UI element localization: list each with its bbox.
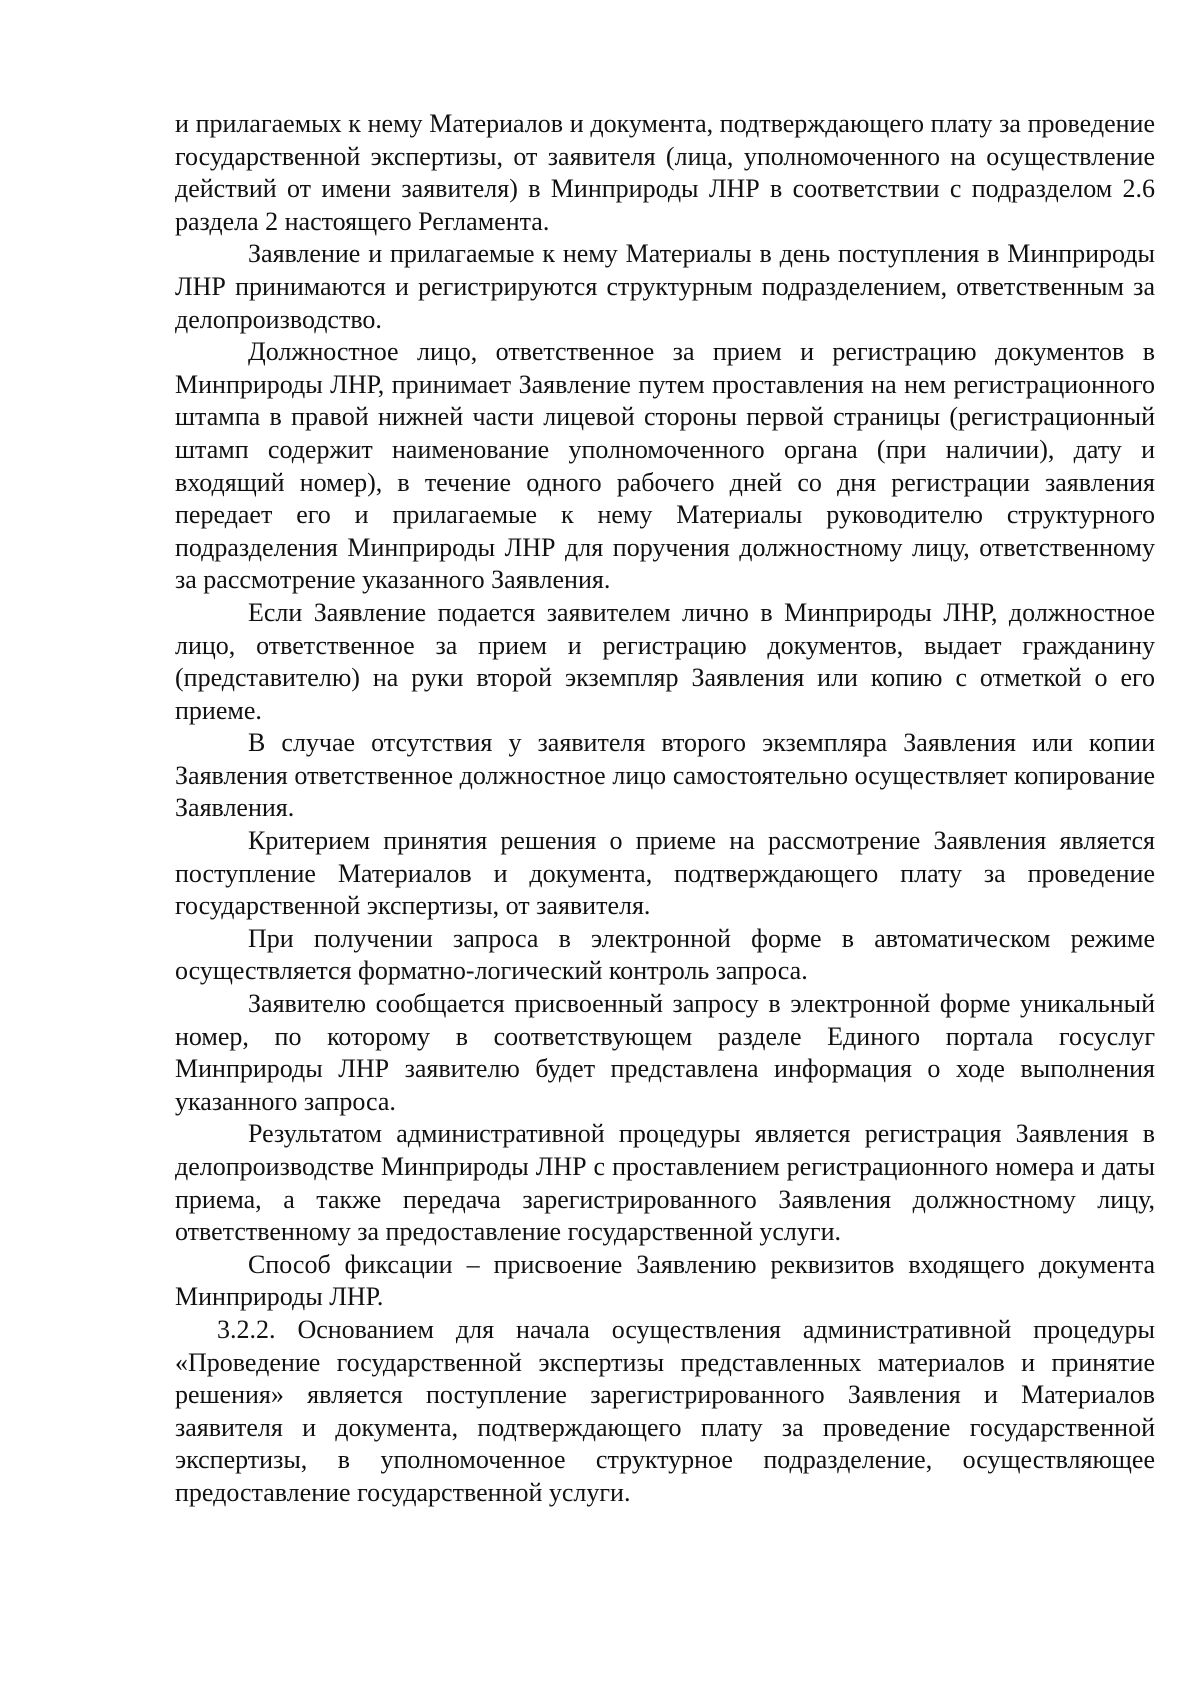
paragraph-section-3-2-2: 3.2.2. Основанием для начала осуществления административной процедуры «Проведение государственной экспертизы представленных материалов и принятие решения» является поступление зарегистрированного Заявления и Материалов заявителя и документа, подтверждающего плату за проведение государственной экспертизы, в уполномоченное структурное подразделение, осуществляющее предоставление государственной услуги.	[175, 1314, 1155, 1507]
paragraph-personal-submission: Если Заявление подается заявителем лично в Минприроды ЛНР, должностное лицо, ответственное за прием и регистрацию документов, выдает гражданину (представителю) на руки второй экземпляр Заявления или копию с отметкой о его приеме.	[175, 597, 1155, 725]
paragraph-electronic-request: При получении запроса в электронной форме в автоматическом режиме осуществляется форматно-логический контроль запроса.	[175, 923, 1155, 986]
paragraph-continuation: и прилагаемых к нему Материалов и документа, подтверждающего плату за проведение государственной экспертизы, от заявителя (лица, уполномоченного на осуществление действий от имени заявителя) в Минприроды ЛНР в соответствии с подразделом 2.6 раздела 2 настоящего Регламента.	[175, 109, 1155, 236]
document-page	[175, 108, 1155, 1510]
paragraph-fixation-method: Способ фиксации – присвоение Заявлению реквизитов входящего документа Минприроды ЛНР.	[175, 1249, 1155, 1312]
paragraph-application-registration: Заявление и прилагаемые к нему Материалы в день поступления в Минприроды ЛНР принимаются и регистрируются структурным подразделением, ответственным за делопроизводство.	[175, 239, 1155, 334]
paragraph-procedure-result: Результатом административной процедуры является регистрация Заявления в делопроизводстве Минприроды ЛНР с проставлением регистрационного номера и даты приема, а также передача зарегистрированного Заявления должностному лицу, ответственному за предоставление государственной услуги.	[175, 1119, 1155, 1247]
paragraph-copy-absence: В случае отсутствия у заявителя второго экземпляра Заявления или копии Заявления ответственное должностное лицо самостоятельно осуществляет копирование Заявления.	[175, 728, 1155, 823]
paragraph-official-acceptance: Должностное лицо, ответственное за прием и регистрацию документов в Минприроды ЛНР, принимает Заявление путем проставления на нем регистрационного штампа в правой нижней части лицевой стороны первой страницы (регистрационный штамп содержит наименование уполномоченного органа (при наличии), дату и входящий номер), в течение одного рабочего дней со дня регистрации заявления передает его и прилагаемые к нему Материалы руководителю структурного подразделения Минприроды ЛНР для поручения должностному лицу, ответственному за рассмотрение указанного Заявления.	[175, 337, 1155, 595]
paragraph-unique-number: Заявителю сообщается присвоенный запросу в электронной форме уникальный номер, по которому в соответствующем разделе Единого портала госуслуг Минприроды ЛНР заявителю будет представлена информация о ходе выполнения указанного запроса.	[175, 989, 1155, 1116]
paragraph-acceptance-criterion: Критерием принятия решения о приеме на рассмотрение Заявления является поступление Материалов и документа, подтверждающего плату за проведение государственной экспертизы, от заявителя.	[175, 826, 1155, 921]
